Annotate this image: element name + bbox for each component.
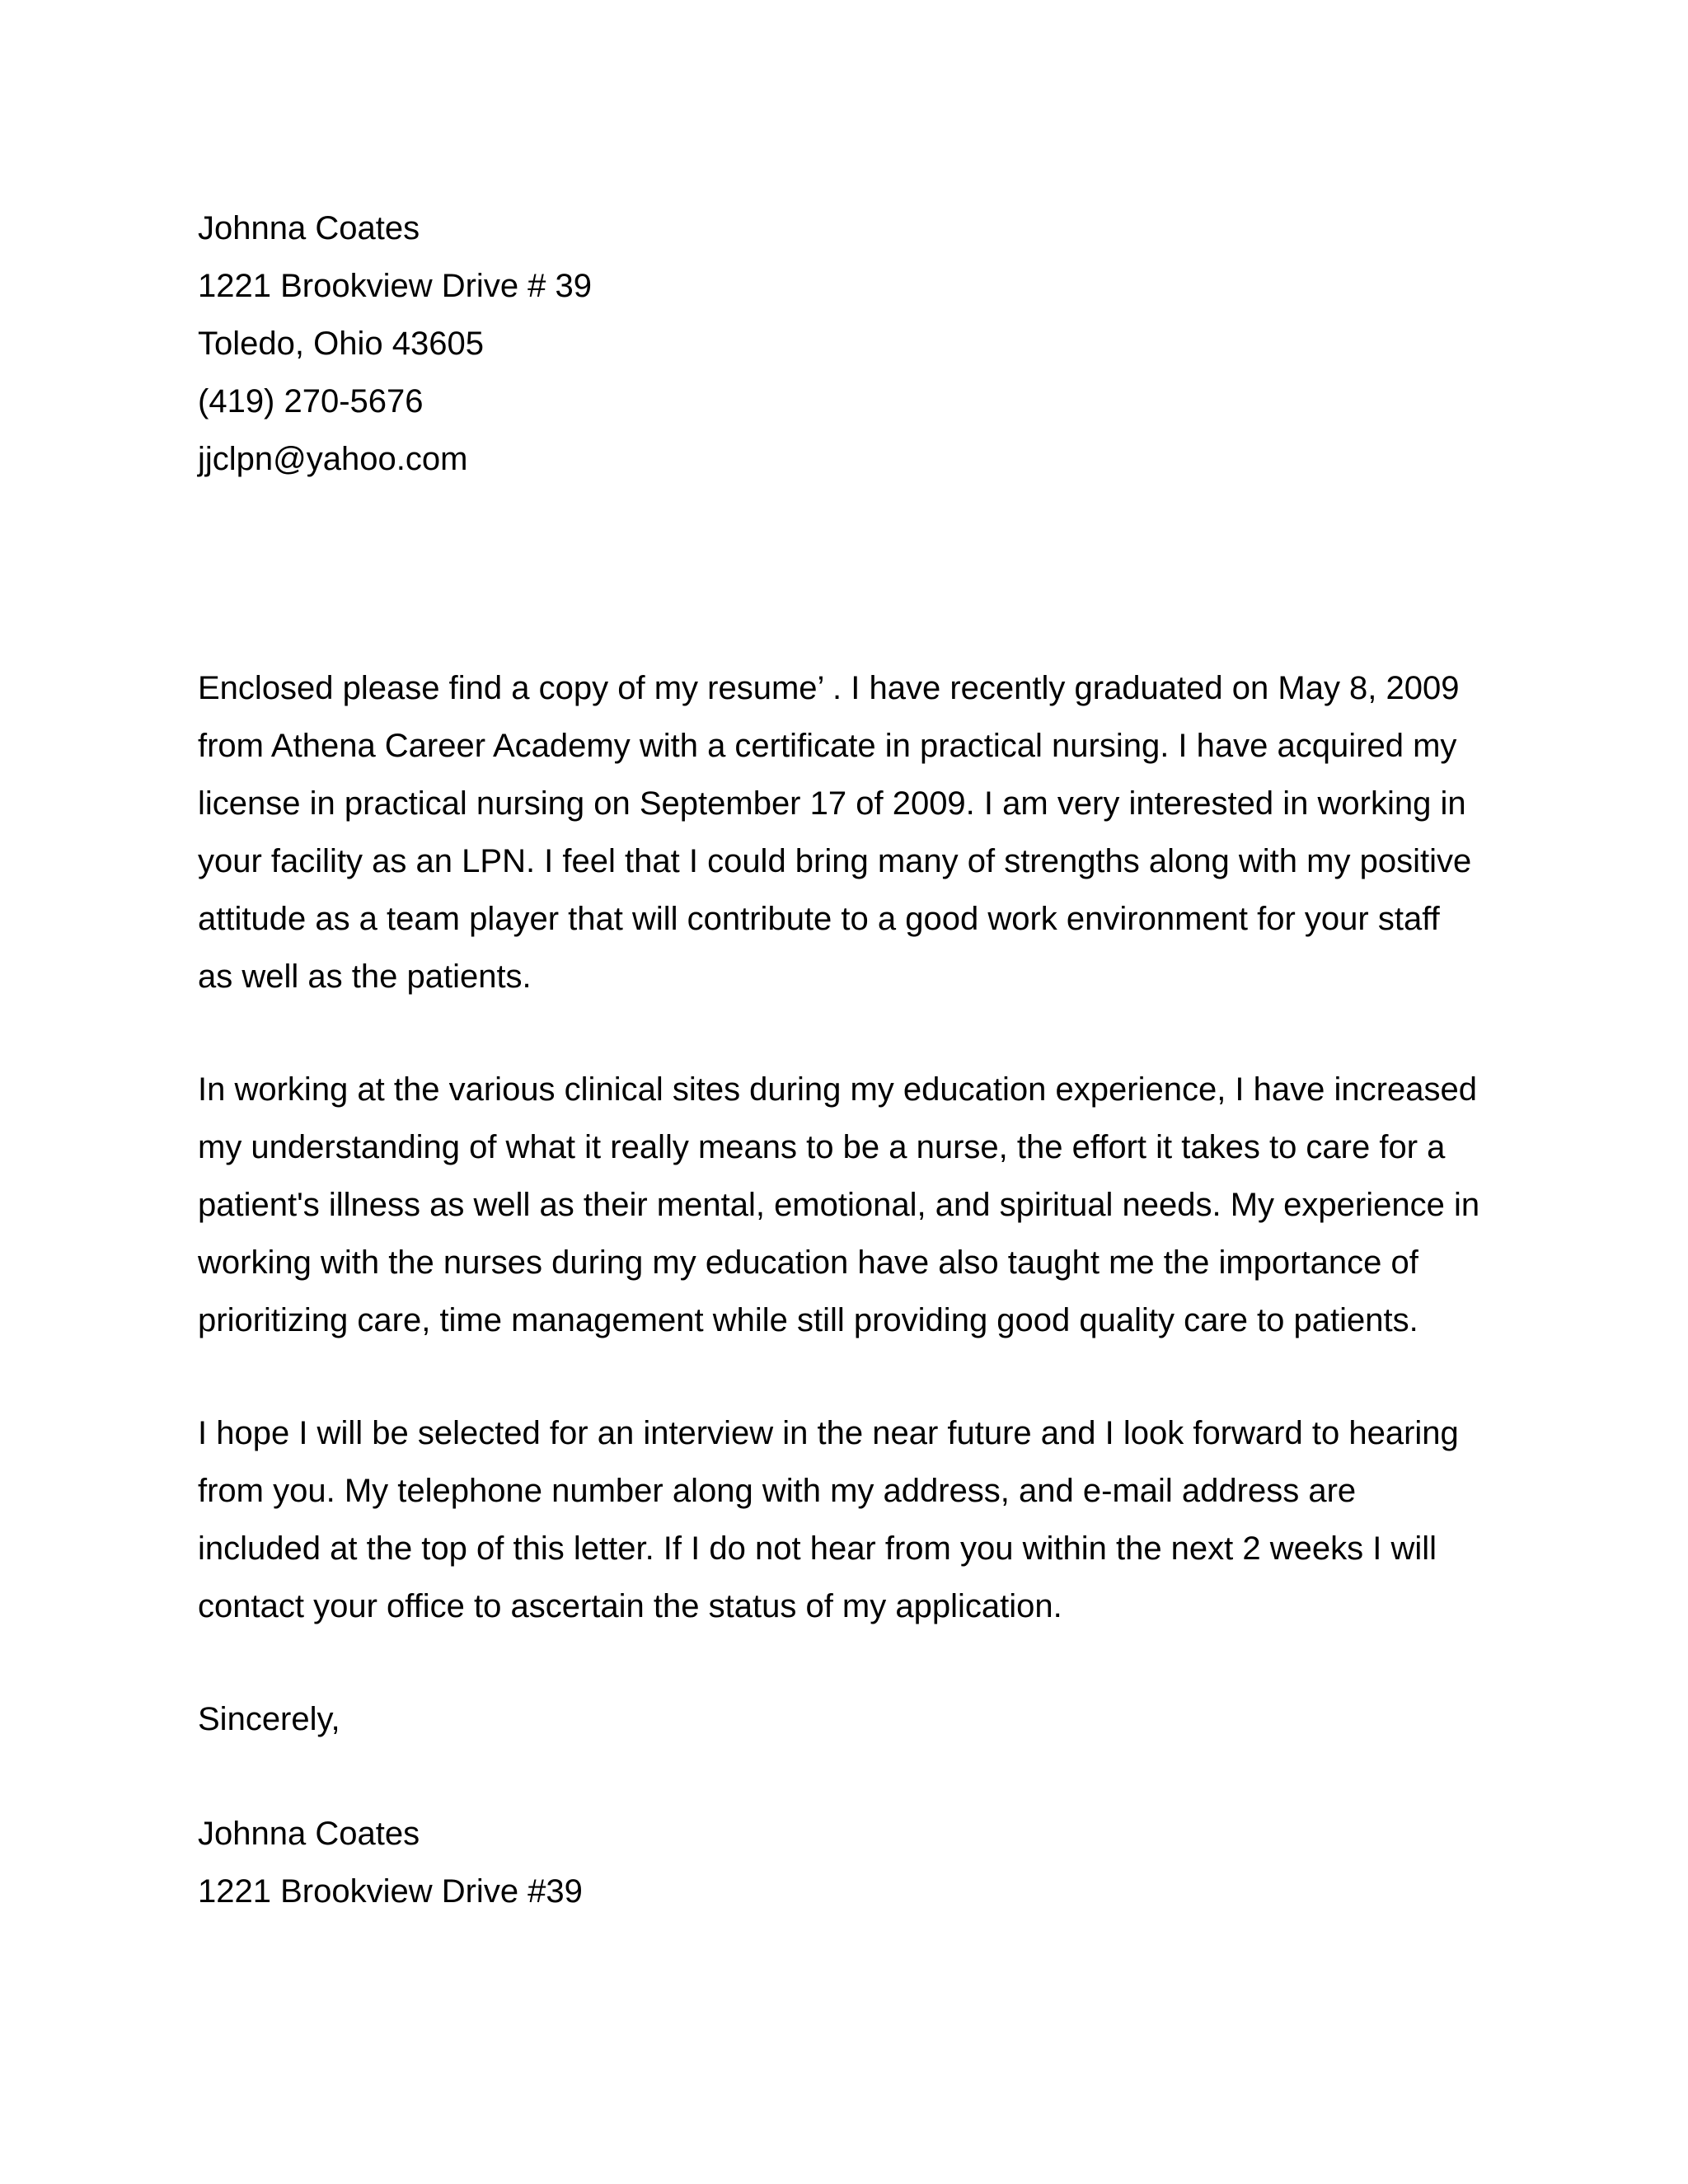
- paragraph-line: Enclosed please find a copy of my resume’ . I have recently graduated on May 8, 2009: [198, 670, 1460, 706]
- sender-name: Johnna Coates: [198, 210, 420, 246]
- paragraph-line: your facility as an LPN. I feel that I could bring many of strengths along with my positive: [198, 843, 1472, 879]
- signature-block: [198, 1805, 1484, 1920]
- body-paragraph-2: [198, 1061, 1484, 1349]
- closing-salutation: Sincerely,: [198, 1701, 340, 1737]
- paragraph-line: as well as the patients.: [198, 958, 532, 995]
- closing-block: [198, 1690, 1484, 1748]
- sender-email: jjclpn@yahoo.com: [198, 441, 468, 477]
- signature-name: Johnna Coates: [198, 1816, 420, 1852]
- paragraph-line: my understanding of what it really means to be a nurse, the effort it takes to care for a: [198, 1129, 1446, 1165]
- signature-street: 1221 Brookview Drive #39: [198, 1873, 583, 1910]
- paragraph-line: license in practical nursing on September 17 of 2009. I am very interested in working in: [198, 785, 1466, 822]
- paragraph-line: working with the nurses during my education have also taught me the importance of: [198, 1244, 1418, 1281]
- sender-street: 1221 Brookview Drive # 39: [198, 268, 593, 304]
- paragraph-line: patient's illness as well as their mental, emotional, and spiritual needs. My experience in: [198, 1187, 1480, 1223]
- body-paragraph-1: [198, 659, 1484, 1005]
- paragraph-line: contact your office to ascertain the status of my application.: [198, 1588, 1062, 1624]
- paragraph-line: attitude as a team player that will contribute to a good work environment for your staff: [198, 901, 1440, 937]
- sender-address-block: [198, 199, 1484, 488]
- paragraph-line: I hope I will be selected for an interview in the near future and I look forward to hearing: [198, 1415, 1459, 1451]
- paragraph-line: included at the top of this letter. If I do not hear from you within the next 2 weeks I will: [198, 1530, 1437, 1567]
- body-paragraph-3: [198, 1404, 1484, 1635]
- sender-phone: (419) 270-5676: [198, 383, 424, 419]
- paragraph-line: from Athena Career Academy with a certificate in practical nursing. I have acquired my: [198, 728, 1457, 764]
- paragraph-line: from you. My telephone number along with my address, and e-mail address are: [198, 1473, 1357, 1509]
- paragraph-line: In working at the various clinical sites during my education experience, I have increased: [198, 1071, 1477, 1108]
- sender-city-state-zip: Toledo, Ohio 43605: [198, 326, 484, 362]
- paragraph-line: prioritizing care, time management while still providing good quality care to patients.: [198, 1302, 1418, 1338]
